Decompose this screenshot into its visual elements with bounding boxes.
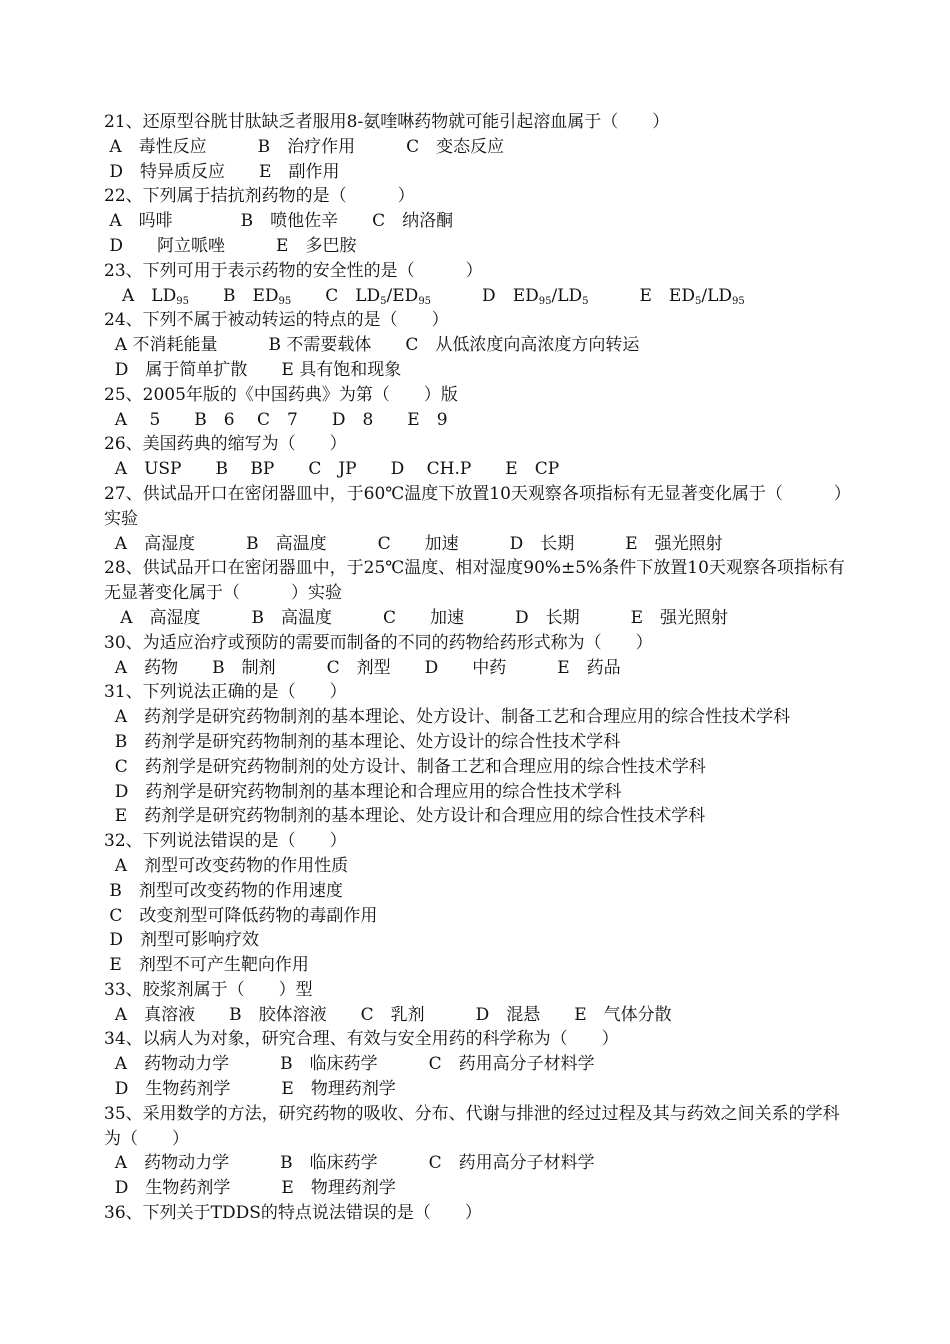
question-26: 26、美国药典的缩写为（ ）: [104, 434, 347, 455]
option-32-a: A 剂型可改变药物的作用性质: [104, 855, 349, 876]
options-35-a-c: A 药物动力学 B 临床药学 C 药用高分子材料学: [104, 1153, 595, 1174]
question-35: 35、采用数学的方法，研究药物的吸收、分布、代谢与排泄的经过过程及其与药效之间关系的学科为（ ）: [104, 1103, 840, 1149]
question-22: 22、下列属于拮抗剂药物的是（ ）: [104, 186, 415, 207]
option-32-d: D 剂型可影响疗效: [104, 930, 260, 951]
options-26: A USP B BP C JP D CH.P E CP: [104, 459, 560, 480]
options-27: A 高湿度 B 高温度 C 加速 D 长期 E 强光照射: [104, 533, 723, 554]
question-25: 25、2005年版的《中国药典》为第（ ）版: [104, 384, 458, 405]
options-22-d-e: D 阿立哌唑 E 多巴胺: [104, 235, 357, 256]
options-23: [104, 284, 856, 309]
option-32-b: B 剂型可改变药物的作用速度: [104, 880, 343, 901]
question-21: 21、还原型谷胱甘肽缺乏者服用8-氨喹啉药物就可能引起溶血属于（ ）: [104, 112, 670, 132]
options-24-a-c: A 不消耗能量 B 不需要载体 C 从低浓度向高浓度方向转运: [104, 335, 640, 356]
question-27: 27、供试品开口在密闭器皿中，于60℃温度下放置10天观察各项指标有无显著变化属于（ ）实验: [104, 483, 851, 529]
options-34-d-e: D 生物药剂学 E 物理药剂学: [104, 1079, 396, 1100]
option-31-c: C 药剂学是研究药物制剂的处方设计、制备工艺和合理应用的综合性技术学科: [104, 756, 706, 777]
question-23: 23、下列可用于表示药物的安全性的是（ ）: [104, 260, 483, 281]
question-33: 33、胶浆剂属于（ ）型: [104, 979, 313, 1000]
option-32-e: E 剂型不可产生靶向作用: [104, 955, 309, 976]
question-24: 24、下列不属于被动转运的特点的是（ ）: [104, 310, 449, 331]
options-21-a-c: A 毒性反应 B 治疗作用 C 变态反应: [104, 136, 505, 157]
question-36: 36、下列关于TDDS的特点说法错误的是（ ）: [104, 1203, 482, 1224]
options-24-d-e: D 属于简单扩散 E 具有饱和现象: [104, 359, 402, 380]
option-23-a: A $LD_{95}$: [122, 285, 189, 307]
option-31-d: D 药剂学是研究药物制剂的基本理论和合理应用的综合性技术学科: [104, 781, 622, 802]
options-30: A 药物 B 制剂 C 剂型 D 中药 E 药品: [104, 657, 621, 678]
question-28: 28、供试品开口在密闭器皿中，于25℃温度、相对湿度90%±5%条件下放置10天观察各项指标有无显著变化属于（ ）实验: [104, 558, 845, 604]
option-31-e: E 药剂学是研究药物制剂的基本理论、处方设计和合理应用的综合性技术学科: [104, 806, 706, 827]
option-23-d: D $ED_{95}/LD_5$: [482, 285, 589, 307]
options-35-d-e: D 生物药剂学 E 物理药剂学: [104, 1178, 396, 1199]
options-21-d-e: D 特异质反应 E 副作用: [104, 161, 340, 182]
options-25: A 5 B 6 C 7 D 8 E 9: [104, 409, 448, 430]
options-28: A 高湿度 B 高温度 C 加速 D 长期 E 强光照射: [104, 607, 729, 628]
options-33: A 真溶液 B 胶体溶液 C 乳剂 D 混悬 E 气体分散: [104, 1004, 672, 1025]
option-23-b: B $ED_{95}$: [222, 285, 292, 307]
question-30: 30、为适应治疗或预防的需要而制备的不同的药物给药形式称为（ ）: [104, 632, 653, 653]
question-34: 34、以病人为对象，研究合理、有效与安全用药的科学称为（ ）: [104, 1029, 619, 1050]
question-list: [104, 110, 856, 1226]
option-31-a: A 药剂学是研究药物制剂的基本理论、处方设计、制备工艺和合理应用的综合性技术学科: [104, 707, 791, 728]
option-32-c: C 改变剂型可降低药物的毒副作用: [104, 905, 378, 926]
option-23-e: E $ED_5/LD_{95}$: [639, 285, 745, 307]
question-31: 31、下列说法正确的是（ ）: [104, 682, 347, 703]
question-32: 32、下列说法错误的是（ ）: [104, 831, 347, 852]
options-34-a-c: A 药物动力学 B 临床药学 C 药用高分子材料学: [104, 1054, 595, 1075]
option-31-b: B 药剂学是研究药物制剂的基本理论、处方设计的综合性技术学科: [104, 731, 621, 752]
option-23-c: C $LD_5/ED_{95}$: [325, 285, 432, 307]
options-22-a-c: A 吗啡 B 喷他佐辛 C 纳洛酮: [104, 211, 454, 232]
